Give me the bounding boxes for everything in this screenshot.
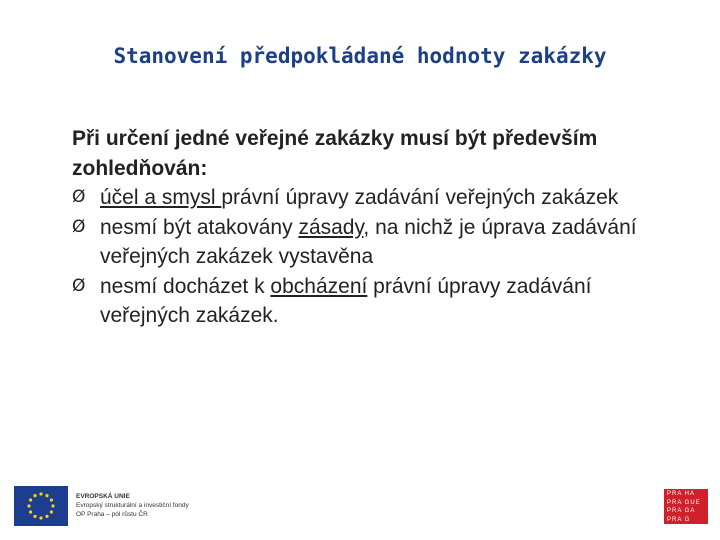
slide-title: Stanovení předpokládané hodnoty zakázky	[113, 44, 607, 68]
bullet-text: právní úpravy zadávání veřejných zakázek.	[100, 274, 592, 327]
praha-logo-line: PRA GA	[667, 508, 696, 514]
bullet-text: nesmí být atakovány	[100, 215, 299, 239]
bullet-text: právní úpravy zadávání veřejných zakázek	[221, 186, 619, 209]
bullet-item	[72, 213, 672, 272]
underlined-text: zásady	[298, 215, 364, 239]
arrow-bullet-icon: Ø	[72, 275, 86, 296]
eu-funds-label: Evropský strukturální a investiční fondy	[76, 502, 189, 509]
bullet-item	[72, 183, 672, 213]
op-praha-label: OP Praha – pól růstu ČR	[76, 511, 148, 518]
praha-logo-line: PRA GUE	[667, 499, 701, 506]
eu-label: EVROPSKÁ UNIE	[76, 493, 130, 500]
bullet-item	[72, 272, 672, 331]
slide-body	[72, 124, 672, 331]
arrow-bullet-icon: Ø	[72, 216, 86, 237]
underlined-text: obcházení	[270, 274, 368, 298]
arrow-bullet-icon: Ø	[72, 187, 86, 207]
eu-funding-text	[76, 492, 189, 519]
eu-flag-icon	[14, 486, 68, 526]
praha-logo	[664, 489, 708, 524]
lead-text: Při určení jedné veřejné zakázky musí být především zohledňován:	[72, 127, 598, 180]
underlined-text: účel a smysl	[100, 186, 222, 209]
bullet-text: , na nichž je úprava zadávání veřejných zakázek vystavěna	[100, 215, 637, 268]
praha-logo-line: PRA G	[667, 516, 691, 523]
bullet-text: nesmí docházet k	[100, 274, 271, 298]
praha-logo-line: PRA HA	[667, 491, 696, 497]
